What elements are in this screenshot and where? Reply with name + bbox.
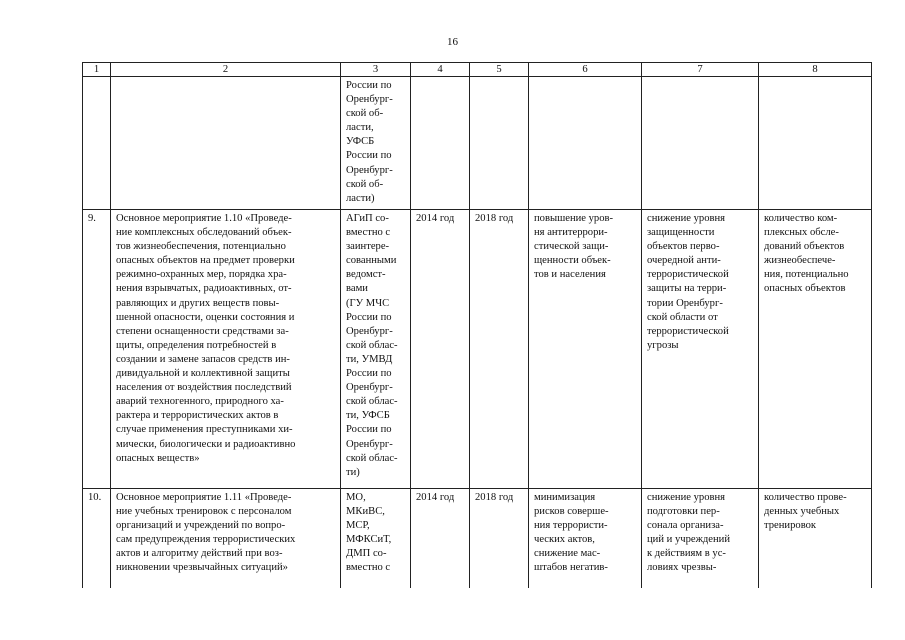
row-number: 10. — [83, 489, 111, 589]
measure-cell: Основное мероприятие 1.10 «Проведе- ние комплексных обследований объек- тов жизнеобеспечения, потенциально опасных объектов на предмет проверки режимно-охранных мер, порядка хра- нения взрывчатых, радиоактивных, от- равляющих и других веществ повы- шенной опасности, оценки состояния и степени оснащенности средствами за- щиты, определения потребностей в создании и замене запасов средств ин- дивидуальной и коллективной защиты населения от воздействия последствий аварий техногенного, природного ха- рактера и террористических актов в случае применения преступниками хи- мически, биологически и радиоактивно опасных веществ» — [111, 210, 341, 489]
executors-cell: АГиП со- вместно с заинтере- сованными ведомст- вами (ГУ МЧС России по Оренбург- ской облас- ти, УМВД России по Оренбург- ской облас- ти, УФСБ России по Оренбург- ской облас- ти) — [341, 210, 411, 489]
measure-cell — [111, 77, 341, 210]
consequences-cell: снижение уровня подготовки пер- сонала организа- ций и учреждений к действиям в ус- ловиях чрезвы- — [642, 489, 759, 589]
column-number: 4 — [411, 63, 470, 77]
expected-result-cell: повышение уров- ня антитеррори- стической защи- щенности объек- тов и населения — [529, 210, 642, 489]
executors-cell: России по Оренбург- ской об- ласти, УФСБ России по Оренбург- ской об- ласти) — [341, 77, 411, 210]
table-row — [83, 210, 872, 489]
column-number: 7 — [642, 63, 759, 77]
consequences-cell: снижение уровня защищенности объектов перво- очередной анти- террористической защиты на терри- тории Оренбург- ской области от террористической угрозы — [642, 210, 759, 489]
start-year-cell — [411, 77, 470, 210]
start-year-cell: 2014 год — [411, 489, 470, 589]
end-year-cell: 2018 год — [470, 210, 529, 489]
table-row — [83, 489, 872, 589]
start-year-cell: 2014 год — [411, 210, 470, 489]
expected-result-cell: минимизация рисков соверше- ния террористи- ческих актов, снижение мас- штабов негатив- — [529, 489, 642, 589]
indicator-cell: количество ком- плексных обсле- дований объектов жизнеобеспече- ния, потенциально опасных объектов — [759, 210, 872, 489]
executors-cell: МО, МКиВС, МСР, МФКСиТ, ДМП со- вместно с — [341, 489, 411, 589]
end-year-cell: 2018 год — [470, 489, 529, 589]
indicator-cell — [759, 77, 872, 210]
expected-result-cell — [529, 77, 642, 210]
row-number: 9. — [83, 210, 111, 489]
consequences-cell — [642, 77, 759, 210]
column-number: 6 — [529, 63, 642, 77]
column-number: 1 — [83, 63, 111, 77]
column-number-row — [83, 63, 872, 77]
program-table — [82, 62, 872, 588]
column-number: 8 — [759, 63, 872, 77]
column-number: 5 — [470, 63, 529, 77]
column-number: 3 — [341, 63, 411, 77]
row-number — [83, 77, 111, 210]
end-year-cell — [470, 77, 529, 210]
measure-cell: Основное мероприятие 1.11 «Проведе- ние учебных тренировок с персоналом организаций и учреждений по вопро- сам предупреждения террористических актов и алгоритму действий при воз- никновении чрезвычайных ситуаций» — [111, 489, 341, 589]
table-row — [83, 77, 872, 210]
indicator-cell: количество прове- денных учебных тренировок — [759, 489, 872, 589]
column-number: 2 — [111, 63, 341, 77]
page-number: 16 — [447, 36, 458, 48]
